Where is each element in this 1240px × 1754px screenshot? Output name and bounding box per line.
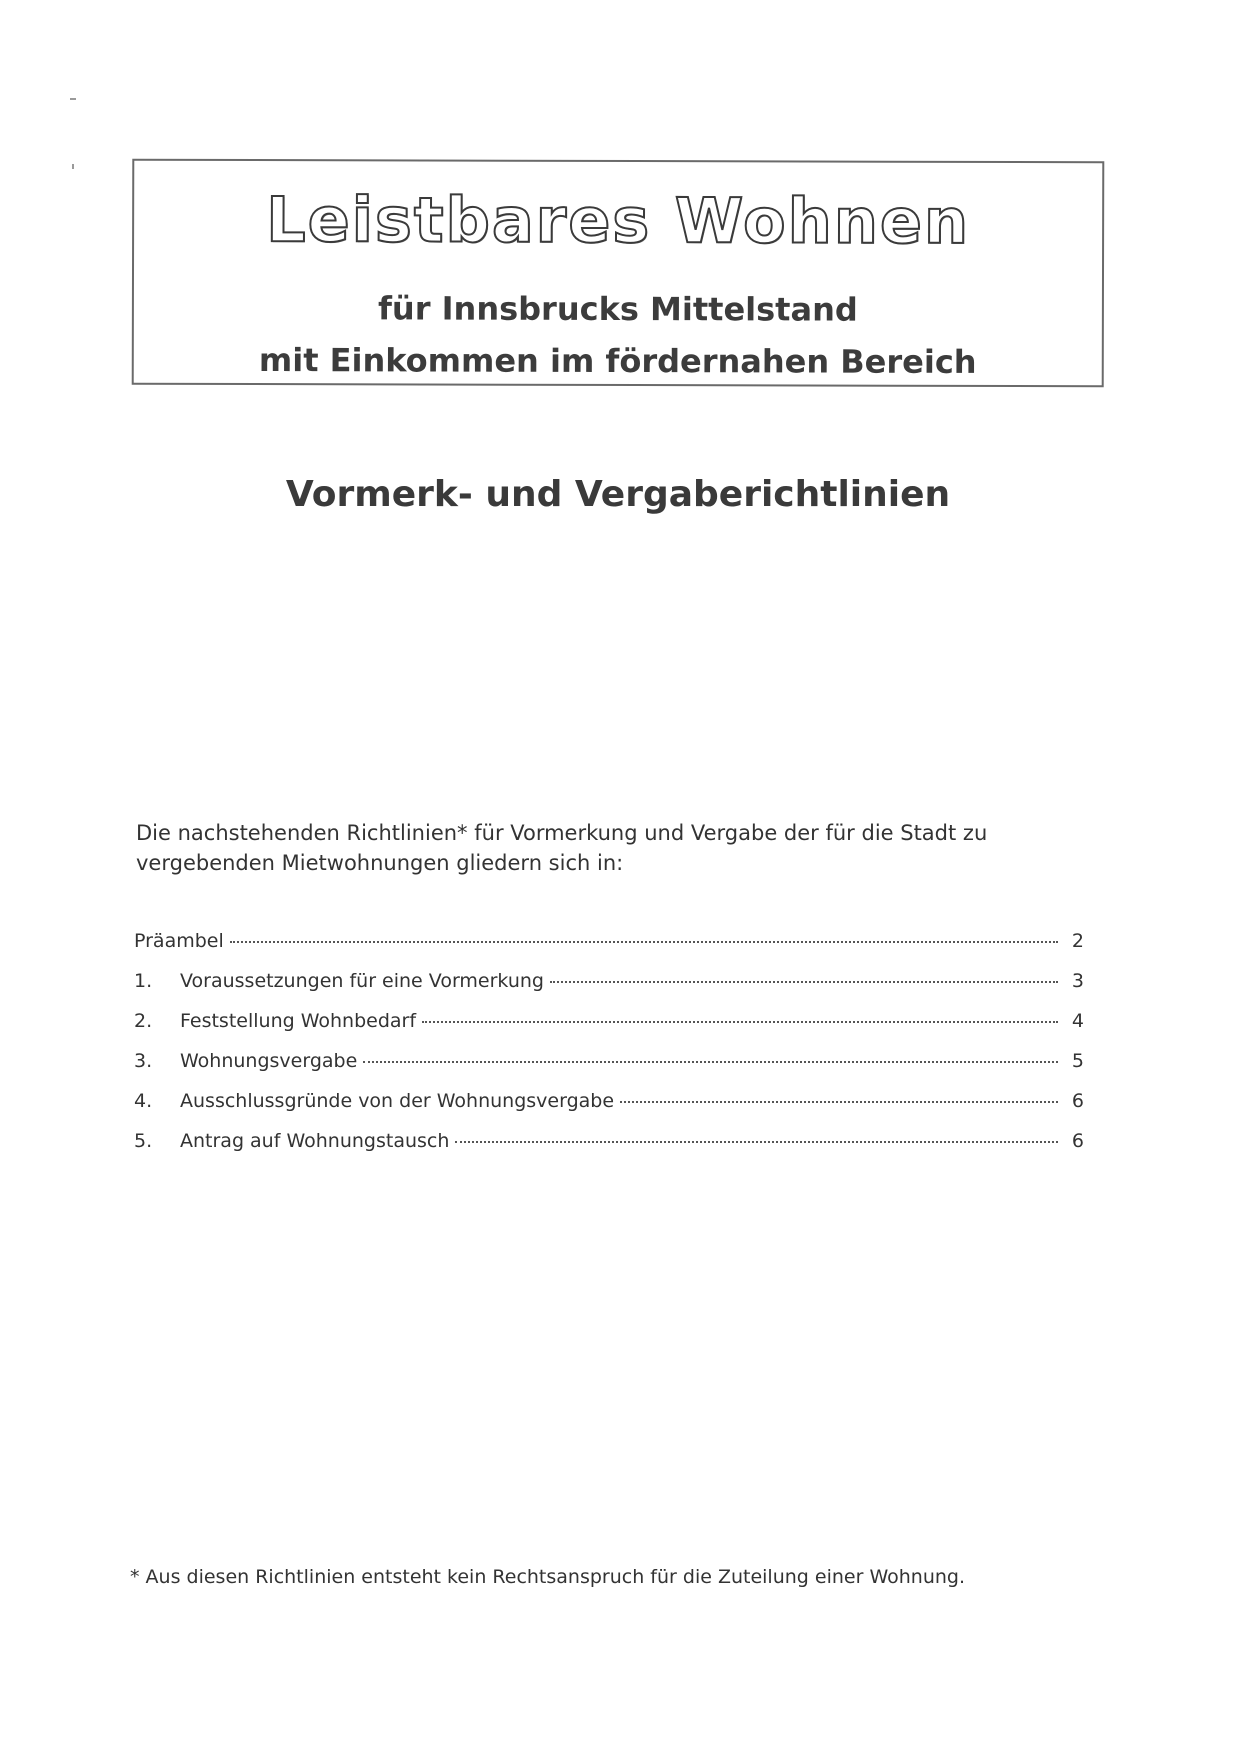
document-title: Leistbares Wohnen	[266, 183, 971, 258]
toc-dot-leader	[422, 1021, 1058, 1023]
toc-dot-leader	[455, 1141, 1058, 1143]
toc-entry-label: Wohnungsvergabe	[180, 1050, 358, 1072]
title-box	[132, 159, 1105, 388]
toc-entry-label: Voraussetzungen für eine Vormerkung	[180, 970, 544, 992]
subtitle-line-1: für Innsbrucks Mittelstand	[377, 289, 858, 329]
intro-line-2: vergebenden Mietwohnungen gliedern sich in:	[136, 851, 624, 875]
toc-entry-number: 5.	[134, 1130, 153, 1152]
toc-dot-leader	[620, 1101, 1058, 1103]
toc-entry-page: 3	[1071, 970, 1084, 992]
toc-dot-leader	[363, 1061, 1058, 1063]
toc-entry-label: Antrag auf Wohnungstausch	[180, 1130, 450, 1152]
toc-entry-page: 6	[1071, 1090, 1084, 1112]
toc-entry-page: 5	[1071, 1050, 1084, 1072]
toc-entry-number: 4.	[134, 1090, 153, 1112]
toc-dot-leader	[230, 941, 1058, 943]
scan-speck	[72, 164, 74, 169]
toc-entry-1	[134, 970, 1084, 1010]
footnote: * Aus diesen Richtlinien entsteht kein Rechtsanspruch für die Zuteilung einer Wohnung.	[130, 1566, 966, 1588]
subtitle-line-2: mit Einkommen im fördernahen Bereich	[258, 341, 977, 381]
toc-entry-label: Präambel	[134, 930, 224, 952]
toc-entry-page: 2	[1071, 930, 1084, 952]
toc-entry-number: 1.	[134, 970, 153, 992]
toc-entry-5	[134, 1130, 1084, 1170]
intro-line-1: Die nachstehenden Richtlinien* für Vormerkung und Vergabe der für die Stadt zu	[136, 821, 988, 845]
toc-entry-number: 2.	[134, 1010, 153, 1032]
intro-paragraph	[136, 818, 996, 878]
toc-entry-3	[134, 1050, 1084, 1090]
toc-entry-2	[134, 1010, 1084, 1050]
toc-entry-page: 4	[1071, 1010, 1084, 1032]
toc-entry-page: 6	[1071, 1130, 1084, 1152]
toc-dot-leader	[550, 981, 1058, 983]
toc-entry-4	[134, 1090, 1084, 1130]
table-of-contents	[134, 930, 1084, 1170]
scan-speck	[70, 98, 76, 100]
toc-entry-label: Feststellung Wohnbedarf	[180, 1010, 417, 1032]
section-title: Vormerk- und Vergaberichtlinien	[285, 474, 951, 515]
toc-entry-number: 3.	[134, 1050, 153, 1072]
toc-entry-preamble	[134, 930, 1084, 970]
toc-entry-label: Ausschlussgründe von der Wohnungsvergabe	[180, 1090, 615, 1112]
